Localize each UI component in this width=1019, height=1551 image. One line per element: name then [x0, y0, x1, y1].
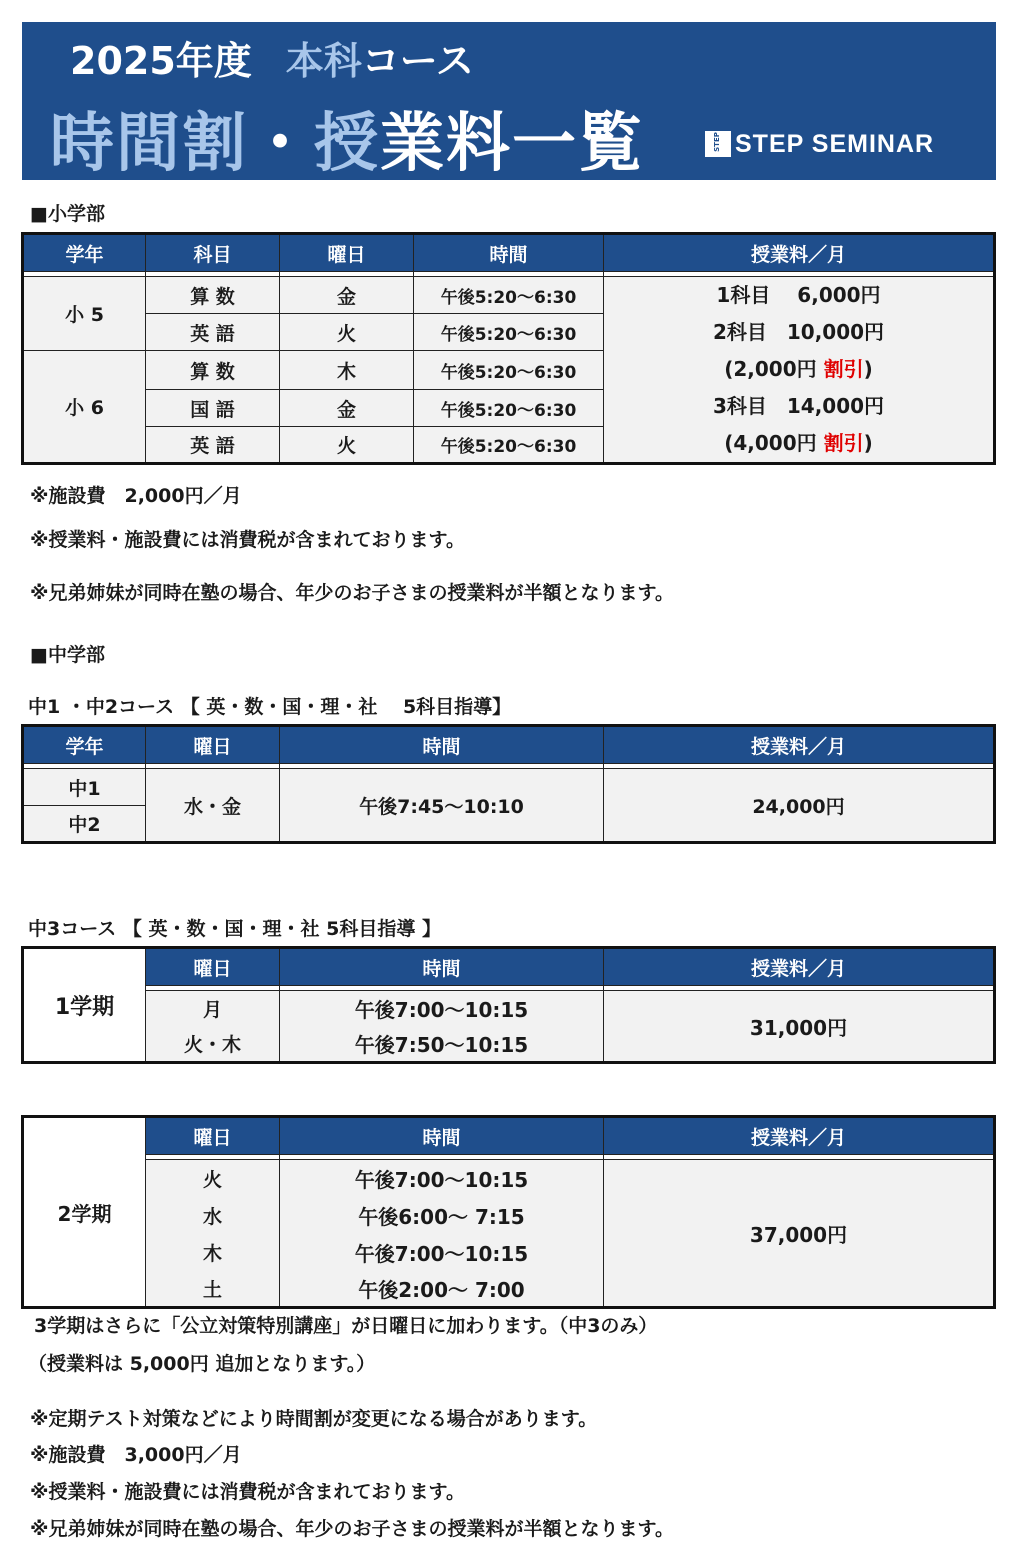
day-cell: 金	[280, 390, 414, 427]
day-cell: 月	[146, 991, 280, 1027]
discount-label: 割引	[823, 431, 864, 455]
elementary-heading: ■小学部	[30, 203, 105, 225]
fee-line-1: 1科目 6,000円	[716, 283, 881, 307]
time-cell: 午後5:20～6:30	[414, 390, 604, 427]
term3-fee-note: （授業料は 5,000円 追加となります。）	[28, 1353, 376, 1375]
fee-cell: 31,000円	[604, 991, 995, 1063]
time-cell: 午後7:00～10:15	[280, 991, 604, 1027]
elementary-table	[21, 232, 996, 465]
time-cell: 午後5:20～6:30	[414, 351, 604, 390]
table-row	[23, 769, 995, 806]
grade-cell: 中1	[23, 769, 146, 806]
fee-line-3: (2,000円 割引)	[724, 357, 873, 381]
day-cell: 火	[146, 1160, 280, 1197]
fee-line-4: 3科目 14,000円	[712, 394, 885, 418]
col-day: 曜日	[146, 948, 280, 986]
day-cell: 火	[280, 314, 414, 351]
col-subject: 科目	[146, 234, 280, 272]
fee-cell: 24,000円	[604, 769, 995, 843]
course-white: コース	[361, 39, 474, 83]
col-fee: 授業料／月	[604, 948, 995, 986]
time-cell: 午後7:00～10:15	[280, 1234, 604, 1271]
year-label: 2025年度	[70, 39, 252, 83]
fee-cell	[604, 277, 995, 464]
col-day: 曜日	[280, 234, 414, 272]
junior-note: ※兄弟姉妹が同時在塾の場合、年少のお子さまの授業料が半額となります。	[30, 1518, 674, 1540]
term-label: 1学期	[23, 948, 146, 1063]
subject-cell: 算 数	[146, 351, 280, 390]
elementary-note: ※授業料・施設費には消費税が含まれております。	[30, 529, 465, 551]
course-light: 本科	[285, 39, 362, 83]
day-cell: 土	[146, 1271, 280, 1308]
col-fee: 授業料／月	[604, 1117, 995, 1155]
title-part1: 時間割	[50, 107, 248, 181]
grade-cell: 中2	[23, 806, 146, 843]
logo-text: STEP SEMINAR	[735, 129, 935, 158]
day-cell: 火	[280, 427, 414, 464]
grade-cell: 小 6	[23, 351, 146, 464]
junior-note: ※定期テスト対策などにより時間割が変更になる場合があります。	[30, 1408, 598, 1430]
time-cell: 午後5:20～6:30	[414, 314, 604, 351]
time-cell: 午後2:00～ 7:00	[280, 1271, 604, 1308]
col-time: 時間	[280, 726, 604, 764]
col-day: 曜日	[146, 726, 280, 764]
junior-note: ※授業料・施設費には消費税が含まれております。	[30, 1481, 465, 1503]
course3-title: 中3コース 【 英・数・国・理・社 5科目指導 】	[28, 918, 441, 940]
course12-title: 中1 ・中2コース 【 英・数・国・理・社 5科目指導】	[28, 696, 512, 718]
fee-line-5: (4,000円 割引)	[724, 431, 873, 455]
step-seminar-logo	[705, 130, 934, 158]
time-cell: 午後7:50～10:15	[280, 1027, 604, 1063]
day-cell: 水	[146, 1197, 280, 1234]
discount-label: 割引	[823, 357, 864, 381]
logo-mark-icon: STEP	[705, 131, 731, 157]
time-cell: 午後5:20～6:30	[414, 427, 604, 464]
term2-table	[21, 1115, 996, 1309]
col-fee: 授業料／月	[604, 726, 995, 764]
day-cell: 木	[280, 351, 414, 390]
junior-note: ※施設費 3,000円／月	[30, 1444, 242, 1466]
subject-cell: 国 語	[146, 390, 280, 427]
day-cell: 金	[280, 277, 414, 314]
fee-line-2: 2科目 10,000円	[712, 320, 885, 344]
col-time: 時間	[280, 1117, 604, 1155]
course12-table	[21, 724, 996, 844]
elementary-note: ※兄弟姉妹が同時在塾の場合、年少のお子さまの授業料が半額となります。	[30, 582, 674, 604]
term3-note: 3学期はさらに「公立対策特別講座」が日曜日に加わります。（中3のみ）	[34, 1315, 658, 1337]
col-grade: 学年	[23, 726, 146, 764]
subject-cell: 英 語	[146, 314, 280, 351]
year-course-line	[70, 30, 474, 85]
time-cell: 午後5:20～6:30	[414, 277, 604, 314]
title-part2-light: 授	[314, 107, 380, 181]
subject-cell: 英 語	[146, 427, 280, 464]
col-time: 時間	[414, 234, 604, 272]
col-grade: 学年	[23, 234, 146, 272]
term1-table	[21, 946, 996, 1064]
time-cell: 午後6:00～ 7:15	[280, 1197, 604, 1234]
junior-heading: ■中学部	[30, 644, 105, 666]
header-banner	[22, 22, 996, 180]
col-time: 時間	[280, 948, 604, 986]
day-cell: 火・木	[146, 1027, 280, 1063]
time-cell: 午後7:00～10:15	[280, 1160, 604, 1197]
elementary-note: ※施設費 2,000円／月	[30, 485, 242, 507]
time-cell: 午後7:45～10:10	[280, 769, 604, 843]
grade-cell: 小 5	[23, 277, 146, 351]
table-row	[23, 1160, 995, 1197]
col-fee: 授業料／月	[604, 234, 995, 272]
col-day: 曜日	[146, 1117, 280, 1155]
title-dot: ・	[248, 107, 314, 181]
title-part2-white: 業料一覧	[380, 107, 644, 181]
day-cell: 水・金	[146, 769, 280, 843]
term-label: 2学期	[23, 1117, 146, 1308]
fee-cell: 37,000円	[604, 1160, 995, 1308]
table-row	[23, 277, 995, 314]
day-cell: 木	[146, 1234, 280, 1271]
subject-cell: 算 数	[146, 277, 280, 314]
page-title	[50, 92, 644, 184]
table-row	[23, 991, 995, 1027]
